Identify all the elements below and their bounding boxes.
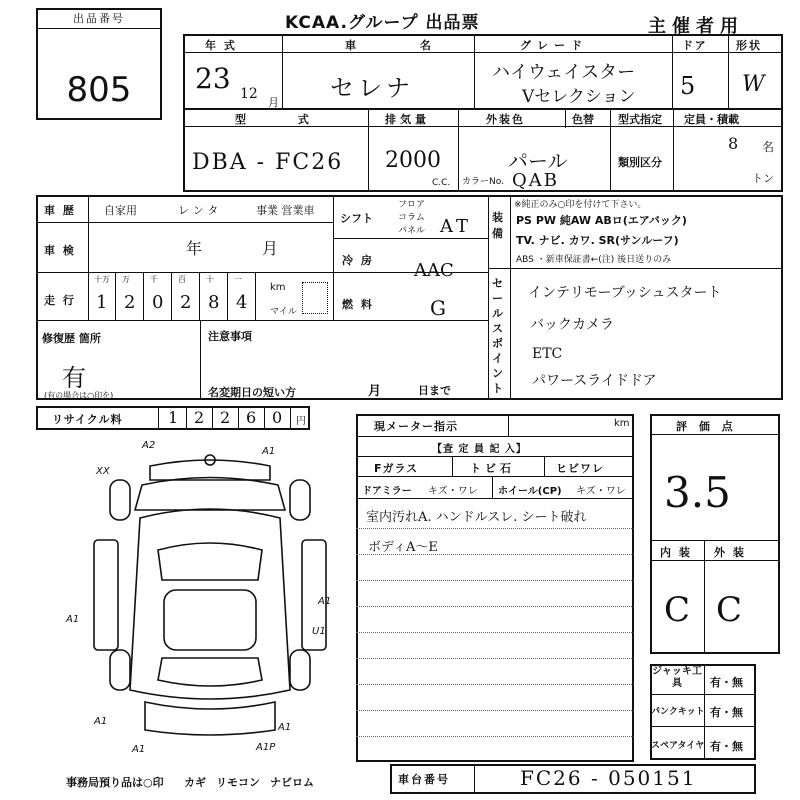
recycle-digit: 0 <box>272 408 283 427</box>
category-label: 類別区分 <box>618 156 662 169</box>
color-no-value: QAB <box>512 170 559 191</box>
repair-value: 有 <box>62 364 86 392</box>
cc-unit: C.C. <box>432 178 451 188</box>
mileage-digit-header: 千 <box>150 275 158 284</box>
recycle-digit: 2 <box>220 408 231 427</box>
organizer-label: 主催者用 <box>648 16 744 37</box>
remark-2: ボディA〜E <box>368 540 438 555</box>
mirror-label: ドアミラー <box>362 486 412 497</box>
grade-label: グレード <box>520 39 588 52</box>
month-value: 12 <box>240 86 258 102</box>
inspection-year-unit: 年 <box>186 239 203 258</box>
mileage-digit-header: 十万 <box>94 275 110 284</box>
car-name-label: 車 名 <box>345 39 461 52</box>
year-value: 23 <box>195 62 231 95</box>
mileage-digit: 1 <box>96 292 108 313</box>
recycle-digit-divider <box>290 406 291 430</box>
remark-line <box>356 580 634 581</box>
history-label: 車 歴 <box>44 204 76 217</box>
chassis-number: FC26 - 050151 <box>520 766 697 790</box>
ac-value: AAC <box>414 260 454 281</box>
lot-number: 805 <box>66 70 132 110</box>
grade-score: 3.5 <box>664 468 731 517</box>
month-unit: 月 <box>268 96 279 109</box>
sales-points-label: セールスポイント <box>492 277 503 395</box>
car-name: セレナ <box>330 74 414 102</box>
mileage-digit: 2 <box>180 292 192 313</box>
diagram-mark-a2: A2 <box>142 440 156 451</box>
capacity-label: 定員・積載 <box>684 113 739 126</box>
displacement-value: 2000 <box>385 148 441 173</box>
interior-label: 内 装 <box>660 546 692 559</box>
exterior-grade: C <box>716 590 743 630</box>
remark-line <box>356 658 634 659</box>
mileage-digit: 0 <box>152 292 164 313</box>
inspection-month-unit: 月 <box>262 239 279 258</box>
exterior-label: 外 装 <box>714 546 746 559</box>
diagram-mark-a1p: A1P <box>256 742 276 753</box>
sales-point-2: バックカメラ <box>530 317 614 333</box>
mileage-digit: 4 <box>236 292 248 313</box>
diagram-mark-xx: XX <box>96 466 110 477</box>
doors-value: 5 <box>680 72 696 100</box>
recycle-label: リサイクル料 <box>52 413 123 426</box>
shift-value: AT <box>440 216 473 237</box>
diagram-mark-a1-r: A1 <box>318 596 332 607</box>
diagram-mark-a1-rr: A1 <box>278 722 292 733</box>
spare-tire-value: 有・無 <box>710 740 743 753</box>
name-change-month: 月 <box>368 384 384 399</box>
repair-note: (有の場合は○印を) <box>44 391 114 400</box>
car-damage-diagram <box>80 440 340 760</box>
spare-tire-label: スペアタイヤ <box>651 741 705 751</box>
mileage-digit: 2 <box>124 292 136 313</box>
form-title: KCAA.グループ 出品票 <box>285 13 480 33</box>
grade-label: 評 価 点 <box>676 420 737 433</box>
puncture-kit-label: パンクキット <box>651 707 705 717</box>
ton-unit: トン <box>752 172 774 185</box>
lot-number-box <box>36 8 162 120</box>
mile-checkbox[interactable] <box>302 282 328 314</box>
remark-line <box>356 684 634 685</box>
name-change-day: 日まで <box>418 384 451 397</box>
mileage-digit-header: 一 <box>234 275 242 284</box>
sales-point-1: インテリモーブッシュスタート <box>528 285 722 301</box>
diagram-mark-a1-rf: A1 <box>262 446 276 457</box>
model-label: 型 式 <box>235 113 333 126</box>
shift-label: シフト <box>340 212 373 225</box>
mileage-digit-header: 百 <box>178 275 186 284</box>
sales-point-3: ETC <box>532 346 563 362</box>
remark-line <box>356 632 634 633</box>
wheel-options: キズ・ワレ <box>576 486 626 497</box>
history-option-business: 事業 営業車 <box>256 204 315 217</box>
diagram-mark-a1-lb: A1 <box>132 744 146 755</box>
fuel-value: G <box>430 296 446 320</box>
model-value: DBA - FC26 <box>192 150 344 175</box>
notes-label: 注意事項 <box>208 330 252 343</box>
inspection-label: 車 検 <box>44 244 76 257</box>
km-label: km <box>270 282 286 293</box>
chip-label: トビ石 <box>470 462 515 475</box>
ac-label: 冷 房 <box>342 254 374 267</box>
capacity-value: 8 <box>728 134 739 153</box>
sales-point-4: パワースライドドア <box>532 373 657 389</box>
inspector-title: 【査 定 員 記 入】 <box>432 444 527 455</box>
chassis-label: 車台番号 <box>398 773 450 786</box>
wheel-label: ホイール(CP) <box>498 486 562 497</box>
capacity-unit: 名 <box>762 140 775 154</box>
color-no-label: カラーNo. <box>462 177 504 187</box>
meter-label: 現メーター指示 <box>374 420 458 433</box>
jack-value: 有・無 <box>710 676 743 689</box>
fglass-label: Fガラス <box>374 462 419 475</box>
shape-label: 形状 <box>736 39 762 52</box>
recycle-unit: 円 <box>296 416 306 427</box>
grade-line2: Ⅴセレクション <box>522 87 636 107</box>
diagram-mark-u1: U1 <box>312 626 326 637</box>
repair-label: 修復歴 箇所 <box>42 332 101 345</box>
displacement-label: 排気量 <box>385 113 430 126</box>
mirror-options: キズ・ワレ <box>428 486 478 497</box>
recycle-digit-divider <box>264 406 265 430</box>
color-change-label: 色替 <box>572 113 594 126</box>
shift-panel: パネル <box>398 226 426 236</box>
crack-label: ヒビワレ <box>556 462 604 475</box>
history-option-rental: レンタ <box>178 204 223 217</box>
diagram-mark-a1-l: A1 <box>66 614 80 625</box>
remark-line <box>356 710 634 711</box>
type-designation-label: 型式指定 <box>618 113 662 126</box>
shift-floor: フロア <box>398 200 426 210</box>
name-change-label: 名変期日の短い方 <box>208 386 296 399</box>
recycle-digit: 1 <box>168 408 179 427</box>
year-label: 年 式 <box>205 39 237 52</box>
meter-unit: km <box>614 418 630 429</box>
office-item-remote: リモコン <box>216 776 260 789</box>
grade-line1: ハイウェイスター <box>492 62 636 83</box>
remark-line <box>356 736 634 737</box>
mile-label: マイル <box>270 307 297 317</box>
history-option-private: 自家用 <box>104 204 137 217</box>
mileage-digit: 8 <box>208 292 220 313</box>
office-item-navi: ナビロム <box>270 776 314 789</box>
office-note: 事務局預り品は○印 <box>66 776 164 789</box>
recycle-digit-divider <box>186 406 187 430</box>
remark-line <box>356 528 634 529</box>
equipment-side-label: 装 備 <box>492 211 503 240</box>
diagram-mark-a1-lr: A1 <box>94 716 108 727</box>
remark-line <box>356 606 634 607</box>
doors-label: ドア <box>682 39 708 52</box>
mileage-digit-header: 万 <box>122 275 130 284</box>
recycle-digit: 6 <box>246 408 257 427</box>
recycle-digit: 2 <box>194 408 205 427</box>
exterior-color-value: パール <box>508 149 568 173</box>
recycle-digit-divider <box>212 406 213 430</box>
equipment-note: ※純正のみ○印を付けて下さい。 <box>514 200 647 210</box>
equipment-line1: PS PW 純AW ABロ(エアバック) <box>516 214 687 227</box>
equipment-line2: TV. ナビ. カワ. SR(サンルーフ) <box>516 234 679 247</box>
fuel-label: 燃 料 <box>342 298 374 311</box>
equipment-line3: ABS ・新車保証書←(注) 後日送りのみ <box>516 255 672 265</box>
shape-value: W <box>742 72 765 97</box>
interior-grade: C <box>664 590 691 630</box>
mileage-digit-header: 十 <box>206 275 214 284</box>
office-item-key: カギ <box>184 776 206 789</box>
puncture-kit-value: 有・無 <box>710 706 743 719</box>
remark-1: 室内汚れA. ハンドルスレ. シート破れ <box>366 510 587 525</box>
mileage-label: 走 行 <box>44 294 76 307</box>
recycle-digit-divider <box>238 406 239 430</box>
shift-column: コラム <box>398 213 425 223</box>
lot-number-label: 出品番号 <box>38 10 160 29</box>
jack-label: ジャッキ工具 <box>652 666 702 689</box>
exterior-color-label: 外装色 <box>486 113 525 126</box>
